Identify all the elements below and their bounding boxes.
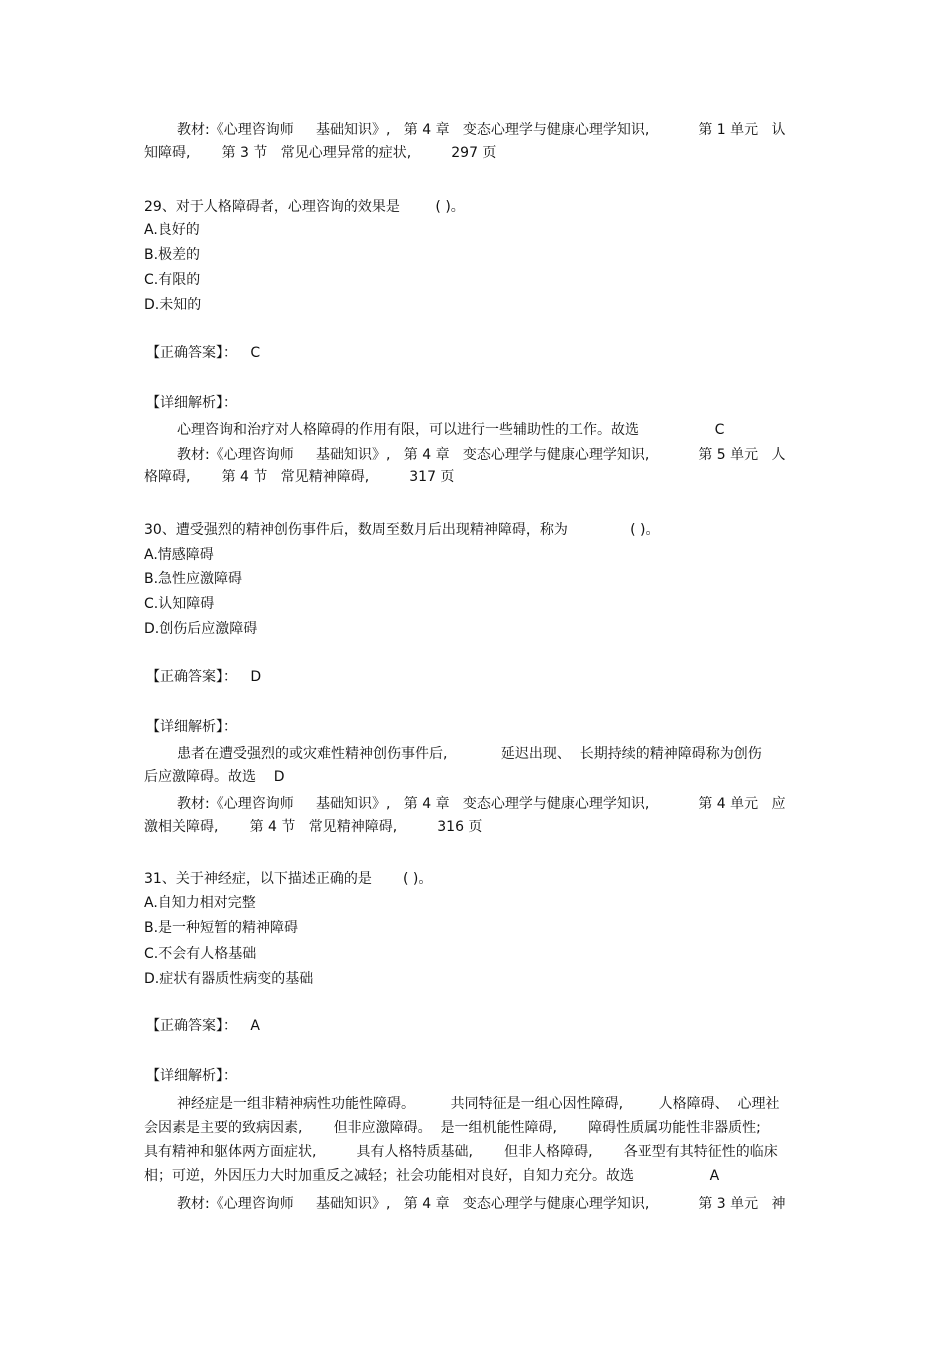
top-ref-line-2: 知障碍, 第 3 节 常见心理异常的症状, 297 页 (144, 145, 497, 161)
q29-answer: 【正确答案】： C (146, 345, 261, 361)
q30-option-a: A.情感障碍 (144, 547, 214, 563)
q29-analysis-title: 【详细解析】： (146, 395, 237, 411)
q30-option-d: D.创伤后应激障碍 (144, 621, 258, 637)
q30-option-c: C.认知障碍 (144, 596, 215, 612)
q30-ref-line-2: 激相关障碍, 第 4 节 常见精神障碍, 316 页 (144, 819, 483, 835)
q29-analysis-line-1: 心理咨询和治疗对人格障碍的作用有限，可以进行一些辅助性的工作。故选 C (177, 422, 725, 438)
q31-analysis-line-3: 具有精神和躯体两方面症状, 具有人格特质基础, 但非人格障碍, 各亚型有其特征性的临床 (144, 1144, 778, 1160)
q29-option-c: C.有限的 (144, 272, 201, 288)
q31-analysis-line-4: 相；可逆，外因压力大时加重反之减轻；社会功能相对良好，自知力充分。故选 A (144, 1168, 720, 1184)
q29-ref-line-2: 格障碍, 第 4 节 常见精神障碍, 317 页 (144, 469, 455, 485)
top-ref-line-1: 教材:《心理咨询师 基础知识》, 第 4 章 变态心理学与健康心理学知识, 第 1 单元 认 (177, 122, 786, 138)
q30-analysis-line-2: 后应激障碍。故选 D (144, 769, 285, 785)
q30-answer: 【正确答案】： D (146, 669, 262, 685)
q31-stem: 31、关于神经症，以下描述正确的是 ( )。 (144, 871, 433, 887)
q31-analysis-line-1: 神经症是一组非精神病性功能性障碍。 共同特征是一组心因性障碍, 人格障碍、 心理社 (177, 1096, 780, 1112)
q30-stem: 30、遭受强烈的精神创伤事件后，数周至数月后出现精神障碍，称为 ( )。 (144, 522, 660, 538)
q31-option-d: D.症状有器质性病变的基础 (144, 971, 314, 987)
q31-analysis-title: 【详细解析】： (146, 1068, 237, 1084)
q29-option-a: A.良好的 (144, 222, 200, 238)
q29-stem: 29、对于人格障碍者，心理咨询的效果是 ( )。 (144, 199, 465, 215)
q29-option-d: D.未知的 (144, 297, 202, 313)
q30-analysis-title: 【详细解析】： (146, 719, 237, 735)
q29-option-b: B.极差的 (144, 247, 201, 263)
q31-option-a: A.自知力相对完整 (144, 895, 256, 911)
q31-ref-line-1: 教材:《心理咨询师 基础知识》, 第 4 章 变态心理学与健康心理学知识, 第 3 单元 神 (177, 1196, 786, 1212)
q31-analysis-line-2: 会因素是主要的致病因素, 但非应激障碍。 是一组机能性障碍, 障碍性质属功能性非器质性; (144, 1120, 761, 1136)
q30-analysis-line-1: 患者在遭受强烈的或灾难性精神创伤事件后, 延迟出现、 长期持续的精神障碍称为创伤 (177, 746, 762, 762)
q31-option-c: C.不会有人格基础 (144, 946, 257, 962)
q31-option-b: B.是一种短暂的精神障碍 (144, 920, 299, 936)
q30-ref-line-1: 教材:《心理咨询师 基础知识》, 第 4 章 变态心理学与健康心理学知识, 第 4 单元 应 (177, 796, 786, 812)
q29-ref-line-1: 教材:《心理咨询师 基础知识》, 第 4 章 变态心理学与健康心理学知识, 第 5 单元 人 (177, 447, 786, 463)
q31-answer: 【正确答案】： A (146, 1018, 260, 1034)
q30-option-b: B.急性应激障碍 (144, 571, 243, 587)
